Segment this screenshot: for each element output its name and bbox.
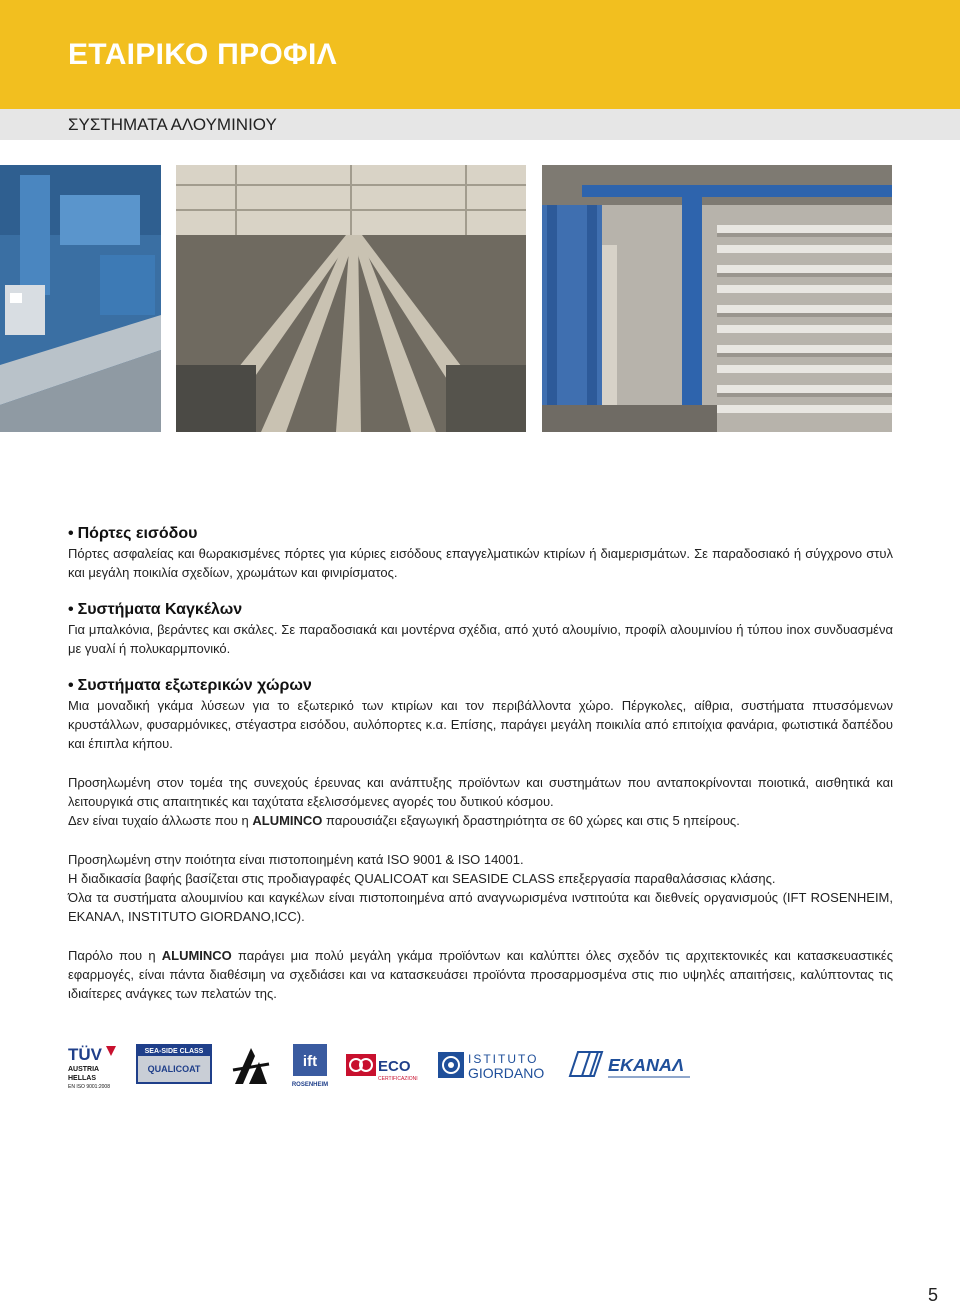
svg-text:AUSTRIA: AUSTRIA bbox=[68, 1066, 100, 1073]
certification-logos bbox=[68, 1044, 693, 1094]
paragraph-text: Παρόλο που η bbox=[68, 948, 162, 963]
paragraph-group-custom bbox=[68, 946, 893, 1003]
paragraph: Προσηλωμένη στην ποιότητα είναι πιστοποιημένη κατά ISO 9001 & ISO 14001. bbox=[68, 852, 524, 867]
powder-coating-line-photo bbox=[542, 165, 892, 432]
section-title: Συστήματα Καγκέλων bbox=[77, 601, 243, 618]
paragraph-text: παρουσιάζει εξαγωγική δραστηριότητα σε 60 χώρες και στις 5 ηπείρους. bbox=[322, 813, 740, 828]
svg-text:CERTIFICAZIONI: CERTIFICAZIONI bbox=[378, 1076, 418, 1082]
paragraph bbox=[68, 946, 893, 1003]
eco-certificazioni-logo bbox=[346, 1044, 422, 1084]
svg-text:ift: ift bbox=[302, 1053, 318, 1070]
section-railing-systems bbox=[68, 600, 893, 658]
section-title: Πόρτες εισόδου bbox=[77, 525, 198, 542]
section-heading: • Συστήματα Καγκέλων bbox=[68, 601, 243, 618]
paragraph bbox=[68, 811, 893, 830]
svg-text:TÜV: TÜV bbox=[68, 1045, 102, 1064]
page-title: ΕΤΑΙΡΙΚΟ ΠΡΟΦΙΛ bbox=[68, 38, 337, 71]
brand-name: ALUMINCO bbox=[161, 948, 232, 963]
section-heading: • Πόρτες εισόδου bbox=[68, 525, 198, 542]
svg-text:ROSENHEIM: ROSENHEIM bbox=[291, 1082, 329, 1088]
svg-text:EN ISO 9001:2008: EN ISO 9001:2008 bbox=[68, 1084, 110, 1090]
paragraph-group-certification bbox=[68, 850, 893, 926]
paragraph-text: Δεν είναι τυχαίο άλλωστε που η bbox=[68, 813, 253, 828]
content bbox=[68, 524, 893, 1003]
ift-rosenheim-logo bbox=[291, 1044, 329, 1088]
section-entrance-doors bbox=[68, 524, 893, 582]
aluminium-profiles-line-photo bbox=[176, 165, 526, 432]
svg-text:QUALICOAT: QUALICOAT bbox=[147, 1064, 201, 1074]
section-body: Πόρτες ασφαλείας και θωρακισμένες πόρτες για κύριες εισόδους επαγγελματικών κτιρίων ή διαμερισμάτων. Σε παραδοσιακό ή σύγχρονο στυλ και μεγάλη ποικιλία σχεδίων, χρωμάτων και φινιρίσματος. bbox=[68, 546, 893, 580]
ekanal-logo bbox=[568, 1044, 693, 1084]
svg-text:ISTITUTO: ISTITUTO bbox=[468, 1052, 539, 1066]
factory-machinery-photo bbox=[0, 165, 161, 432]
page-subtitle: ΣΥΣΤΗΜΑΤΑ ΑΛΟΥΜΙΝΙΟΥ bbox=[68, 115, 277, 134]
certification-mark-logo bbox=[231, 1044, 271, 1086]
istituto-giordano-logo bbox=[438, 1044, 558, 1084]
page-number: 5 bbox=[927, 1285, 938, 1305]
section-outdoor-systems bbox=[68, 676, 893, 753]
section-heading: • Συστήματα εξωτερικών χώρων bbox=[68, 677, 312, 694]
paragraph: Όλα τα συστήματα αλουμινίου και καγκέλων είναι πιστοποιημένα από αναγνωρισμένα ινστιτούτα και διεθνείς οργανισμούς (IFT ROSENHEIM, ΕΚΑΝΑΛ, INSTITUTO GIORDANO,ICC). bbox=[68, 890, 893, 924]
paragraph-text: παράγει μια πολύ μεγάλη γκάμα προϊόντων και καλύπτει όλες σχεδόν τις αρχιτεκτονικές και κατασκευαστικές εφαρμογές, είναι πάντα διαθέσιμη να σχεδιάσει και να κατασκευάσει προϊόντα προσαρμοσμένα στις πιο υψηλές απαιτήσεις, καλύπτοντας τις ιδιαίτερες ανάγκες των πελατών της. bbox=[68, 948, 893, 1001]
seaside-class-qualicoat-logo bbox=[136, 1044, 212, 1084]
svg-text:SEA-SIDE CLASS: SEA-SIDE CLASS bbox=[144, 1048, 204, 1055]
tuv-austria-hellas-logo bbox=[68, 1044, 118, 1094]
svg-text:ΕΚΑΝΑΛ: ΕΚΑΝΑΛ bbox=[608, 1055, 685, 1075]
section-body: Μια μοναδική γκάμα λύσεων για το εξωτερικό των κτιρίων και τον περιβάλλοντα χώρο. Πέργκολες, αίθρια, συστήματα πτυσσόμενων κρυστάλλων, φυσαρμόνικες, στέγαστρα εισόδου, αυλόπορτες κ.α. Επίσης, παράγει μεγάλη ποικιλία από επιτοίχια φανάρια, φωτιστικά δαπέδου και έπιπλα κήπου. bbox=[68, 698, 893, 751]
brand-name: ALUMINCO bbox=[252, 813, 323, 828]
svg-text:ECO: ECO bbox=[378, 1058, 411, 1075]
section-body: Για μπαλκόνια, βεράντες και σκάλες. Σε παραδοσιακά και μοντέρνα σχέδια, από χυτό αλουμίνιο, προφίλ αλουμινίου ή τύπου inox συνδυασμένα με γυαλί ή πολυκαρμπονικό. bbox=[68, 622, 893, 656]
paragraph-group-research bbox=[68, 773, 893, 830]
svg-text:HELLAS: HELLAS bbox=[68, 1075, 96, 1082]
paragraph: Η διαδικασία βαφής βασίζεται στις προδιαγραφές QUALICOAT και SEASIDE CLASS επεξεργασία παραθαλάσσιας κλάσης. bbox=[68, 871, 776, 886]
svg-text:GIORDANO: GIORDANO bbox=[468, 1065, 545, 1081]
paragraph: Προσηλωμένη στον τομέα της συνεχούς έρευνας και ανάπτυξης προϊόντων και συστημάτων που ανταποκρίνονται ποιοτικά, αισθητικά και λειτουργικά στις απαιτητικές και ταχύτατα εξελισσόμενες αγορές του δυτικού κόσμου. bbox=[68, 775, 893, 809]
section-title: Συστήματα εξωτερικών χώρων bbox=[77, 677, 312, 694]
